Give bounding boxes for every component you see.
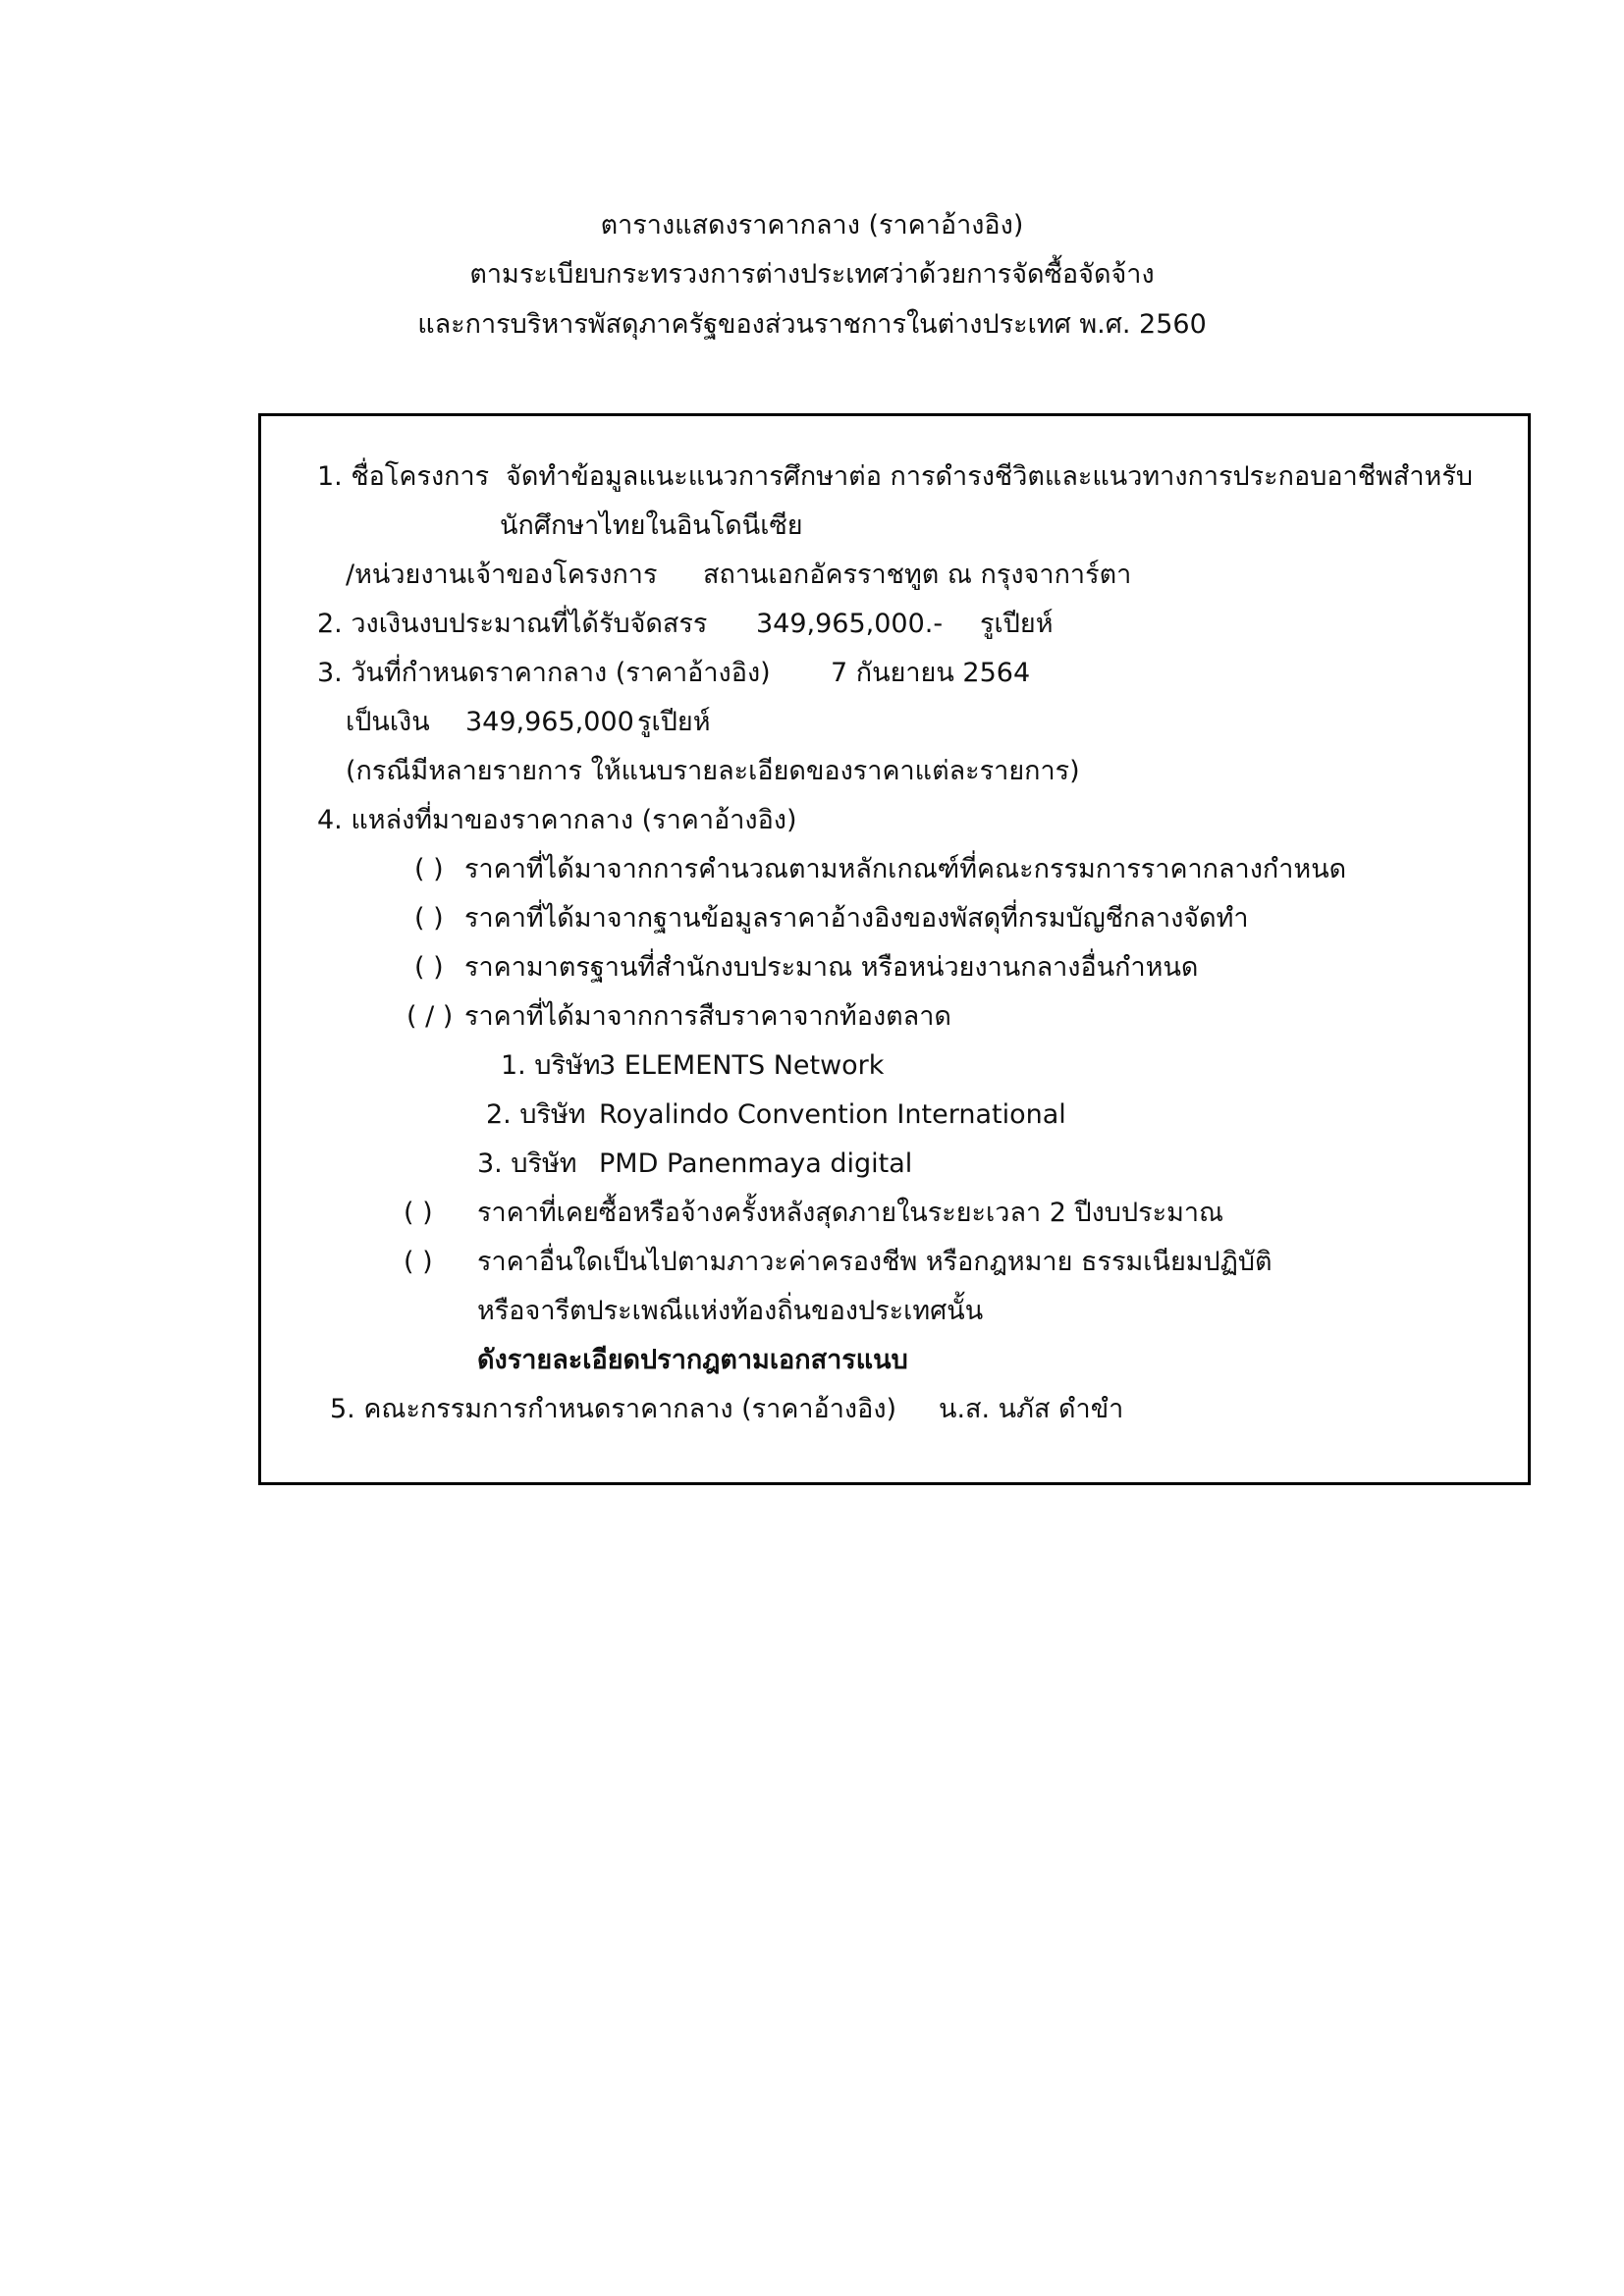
reference-amount-label: เป็นเงิน [346,707,430,737]
company-2-name: Royalindo Convention International [599,1099,1066,1130]
budget-amount: 349,965,000.- [756,609,944,639]
company-3-number: 3. บริษัท [477,1148,577,1179]
source-option-3-mark: ( ) [414,952,444,983]
reference-date-label: 3. วันที่กำหนดราคากลาง (ราคาอ้างอิง) [317,658,771,688]
title-line-1: ตารางแสดงราคากลาง (ราคาอ้างอิง) [600,210,1024,240]
source-option-4-text: ราคาที่ได้มาจากการสืบราคาจากท้องตลาด [464,1001,951,1032]
source-option-2-mark: ( ) [414,903,444,934]
source-option-5-mark: ( ) [404,1198,433,1228]
reference-date: 7 กันยายน 2564 [831,658,1031,688]
reference-amount: 349,965,000 [465,707,634,737]
reference-currency: รูเปียห์ [637,707,711,737]
source-option-1-mark: ( ) [414,854,444,884]
source-option-2-text: ราคาที่ได้มาจากฐานข้อมูลราคาอ้างอิงของพัสดุที่กรมบัญชีกลางจัดทำ [464,903,1249,934]
committee-label: 5. คณะกรรมการกำหนดราคากลาง (ราคาอ้างอิง) [330,1394,897,1424]
title-line-3: และการบริหารพัสดุภาครัฐของส่วนราชการในต่างประเทศ พ.ศ. 2560 [417,309,1207,340]
project-name-label: 1. ชื่อโครงการ [317,461,490,492]
price-reference-box [258,413,1531,1485]
source-option-5-text: ราคาที่เคยซื้อหรือจ้างครั้งหลังสุดภายในระยะเวลา 2 ปีงบประมาณ [477,1198,1224,1228]
company-1-number: 1. บริษัท [501,1050,601,1081]
company-1-name: 3 ELEMENTS Network [599,1050,885,1081]
title-line-2: ตามระเบียบกระทรวงการต่างประเทศว่าด้วยการจัดซื้อจัดจ้าง [469,259,1155,290]
source-option-6-line-1: ราคาอื่นใดเป็นไปตามภาวะค่าครองชีพ หรือกฎหมาย ธรรมเนียมปฏิบัติ [477,1247,1272,1277]
reference-note: (กรณีมีหลายรายการ ให้แนบรายละเอียดของราคาแต่ละรายการ) [346,756,1080,786]
project-name-line-2: นักศึกษาไทยในอินโดนีเซีย [500,510,803,541]
project-owner-value: สถานเอกอัครราชทูต ณ กรุงจาการ์ตา [703,560,1132,590]
source-option-3-text: ราคามาตรฐานที่สำนักงบประมาณ หรือหน่วยงานกลางอื่นกำหนด [464,952,1199,983]
source-option-1-text: ราคาที่ได้มาจากการคำนวณตามหลักเกณฑ์ที่คณะกรรมการราคากลางกำหนด [464,854,1347,884]
company-2-number: 2. บริษัท [486,1099,586,1130]
project-name-line-1: จัดทำข้อมูลแนะแนวการศึกษาต่อ การดำรงชีวิตและแนวทางการประกอบอาชีพสำหรับ [506,461,1473,492]
company-3-name: PMD Panenmaya digital [599,1148,913,1179]
budget-label: 2. วงเงินงบประมาณที่ได้รับจัดสรร [317,609,708,639]
source-option-4-mark: ( / ) [406,1001,454,1032]
source-label: 4. แหล่งที่มาของราคากลาง (ราคาอ้างอิง) [317,805,797,835]
source-option-6-mark: ( ) [404,1247,433,1277]
attachment-note: ดังรายละเอียดปรากฎตามเอกสารแนบ [477,1345,908,1375]
committee-value: น.ส. นภัส ดำขำ [939,1394,1124,1424]
budget-currency: รูเปียห์ [980,609,1054,639]
source-option-6-line-2: หรือจารีตประเพณีแห่งท้องถิ่นของประเทศนั้น [477,1296,984,1326]
project-owner-label: /หน่วยงานเจ้าของโครงการ [346,560,658,590]
